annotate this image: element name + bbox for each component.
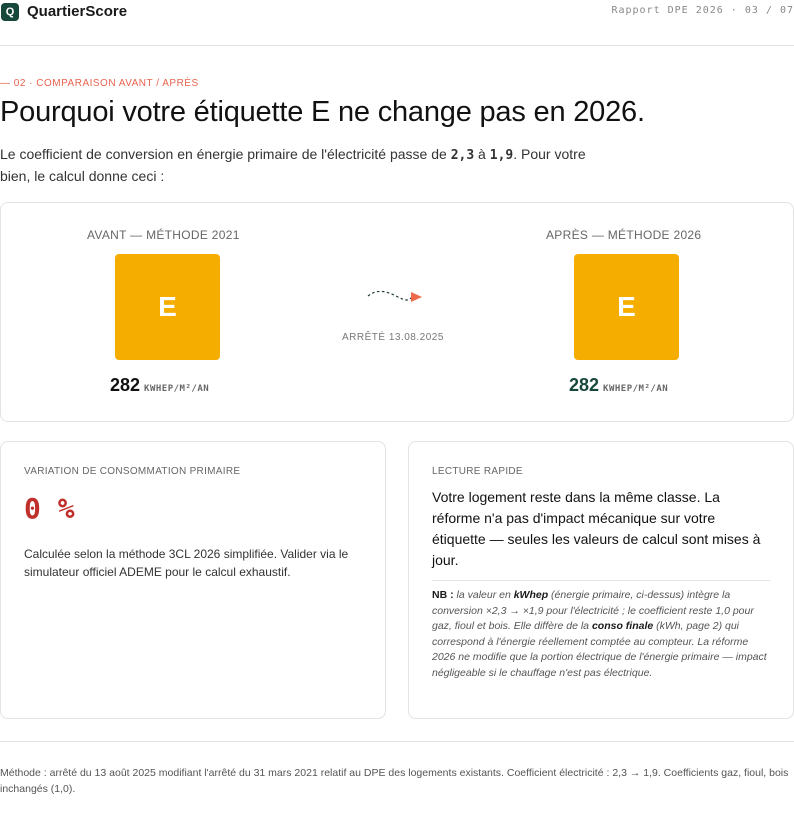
footer-divider: [0, 741, 794, 742]
brand-logo-icon: Q: [1, 3, 19, 21]
nb-term-conso-finale: conso finale: [591, 620, 654, 632]
after-grade-tile: E: [574, 254, 679, 360]
after-unit: KWHEP/M²/AN: [603, 384, 669, 394]
before-value-block: [110, 375, 209, 396]
nb-text-3: (kWh, page 2) qui correspond à l'énergie réellement comptée au compteur. La réforme 2026 ne modifie que la portion électrique de l'énergie primaire — impact négligeable si le chauffage n'est pas électrique.: [432, 620, 767, 679]
footer-method-note: Méthode : arrêté du 13 août 2025 modifiant l'arrêté du 31 mars 2021 relatif au DPE des logements existants. Coefficient électricité : 2,3 → 1,9. Coefficients gaz, fioul, bois inchangés (1,0).: [0, 767, 789, 795]
intro-text-2: à: [474, 146, 490, 162]
after-value-block: [569, 375, 668, 396]
nb-term-kwhep: kWhep: [513, 589, 549, 601]
variation-value: 0 %: [24, 492, 75, 525]
before-value: 282: [110, 375, 141, 395]
after-value: 282: [569, 375, 600, 395]
nb-text-2: (énergie primaire, ci-dessus) intègre la conversion ×2,3 → ×1,9 pour l'électricité ; le coefficient reste 1,0 pour gaz, fioul et bois. Elle diffère de la: [432, 589, 754, 632]
page-title: Pourquoi votre étiquette E ne change pas en 2026.: [0, 96, 645, 128]
nb-text-1: la valeur en: [453, 589, 514, 601]
before-unit: KWHEP/M²/AN: [144, 384, 210, 394]
quick-read-title: LECTURE RAPIDE: [432, 466, 523, 477]
variation-title: VARIATION DE CONSOMMATION PRIMAIRE: [24, 466, 241, 477]
nb-note: [432, 580, 770, 681]
quick-read-text: Votre logement reste dans la même classe. La réforme n'a pas d'impact mécanique sur votre étiquette — seules les valeurs de calcul sont mises à jour.: [432, 489, 761, 568]
after-label: APRÈS — MÉTHODE 2026: [546, 228, 702, 242]
variation-description: Calculée selon la méthode 3CL 2026 simplifiée. Valider via le simulateur officiel ADEME pour le calcul exhaustif.: [24, 547, 349, 579]
nb-label: NB :: [432, 589, 454, 601]
before-grade-tile: E: [115, 254, 220, 360]
transition-arrow-icon: [366, 284, 426, 310]
intro-text-3: . Pour votre bien, le calcul donne ceci :: [0, 146, 586, 184]
brand-name: QuartierScore: [27, 3, 128, 20]
report-page-indicator: Rapport DPE 2026 · 03 / 07: [611, 5, 794, 16]
section-eyebrow: — 02 · COMPARAISON AVANT / APRÈS: [0, 78, 199, 89]
before-label: AVANT — MÉTHODE 2021: [87, 228, 240, 242]
decree-date: ARRÊTÉ 13.08.2025: [342, 332, 444, 343]
page-header: [0, 0, 794, 46]
coefficient-before: 2,3: [450, 148, 475, 163]
intro-paragraph: [0, 144, 600, 186]
intro-text-1: Le coefficient de conversion en énergie primaire de l'électricité passe de: [0, 146, 451, 162]
coefficient-after: 1,9: [489, 148, 514, 163]
